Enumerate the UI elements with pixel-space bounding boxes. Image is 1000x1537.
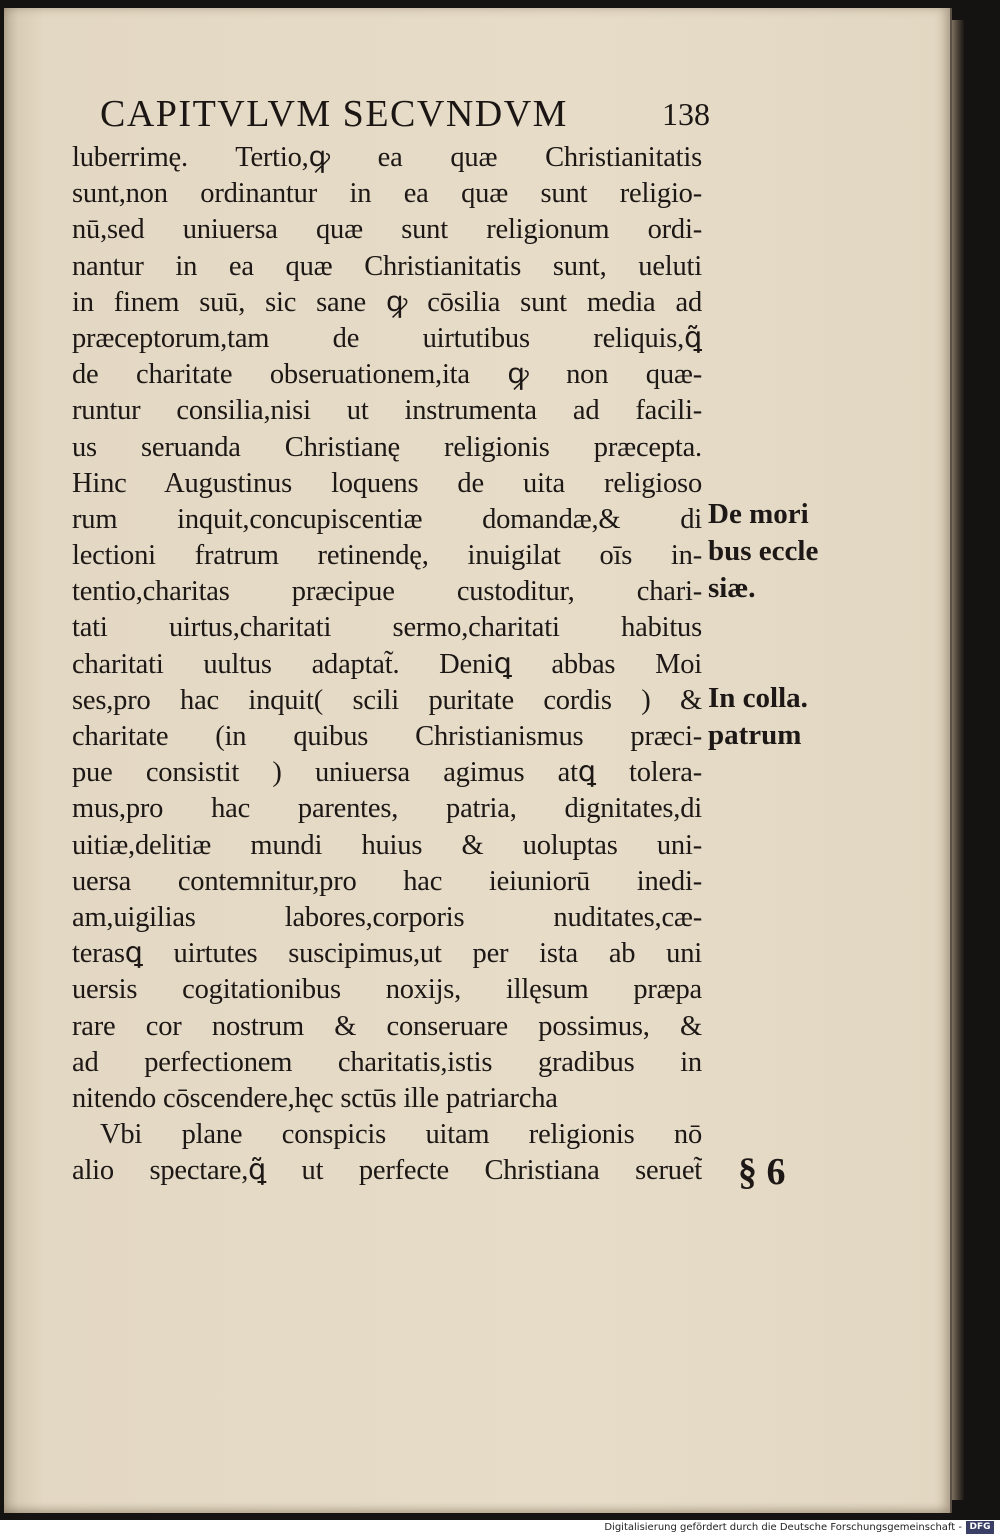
running-head bbox=[100, 92, 710, 140]
text-line: charitate (in quibus Christianismus præci- bbox=[72, 721, 702, 752]
margin-note-line: patrum bbox=[708, 719, 802, 751]
main-text-block bbox=[72, 140, 702, 1189]
text-line: alio spectare,ꝗ̃ ut perfecte Christiana seruet̃ bbox=[72, 1155, 702, 1187]
text-line: pue consistit ) uniuersa agimus atꝗ tolera- bbox=[72, 757, 702, 789]
margin-note-line: De mori bbox=[708, 498, 809, 530]
footer-credit: Digitalisierung gefördert durch die Deutsche Forschungsgemeinschaft - bbox=[604, 1522, 962, 1533]
folio-number: 138 bbox=[662, 96, 710, 132]
text-line: terasꝗ uirtutes suscipimus,ut per ista ab uni bbox=[72, 938, 702, 970]
text-line: tentio,charitas præcipue custoditur, chari- bbox=[72, 576, 702, 608]
running-title: CAPITVLVM SECVNDVM bbox=[100, 93, 568, 135]
text-line: ad perfectionem charitatis,istis gradibus in bbox=[72, 1046, 702, 1078]
margin-note-line: In colla. bbox=[708, 682, 808, 714]
text-line: uitiæ,delitiæ mundi huius & uoluptas uni- bbox=[72, 829, 702, 861]
text-line: in finem suū, sic sane ꝙ cōsilia sunt media ad bbox=[72, 286, 702, 318]
text-line: de charitate obseruationem,ita ꝙ non quæ- bbox=[72, 359, 702, 391]
text-line: nantur in ea quæ Christianitatis sunt, ueluti bbox=[72, 250, 702, 282]
text-line: præceptorum,tam de uirtutibus reliquis,ꝗ̃ bbox=[72, 322, 702, 354]
margin-note-line: siæ. bbox=[708, 572, 756, 604]
text-line: sunt,non ordinantur in ea quæ sunt religio- bbox=[72, 178, 702, 210]
text-line: luberrimę. Tertio,ꝙ ea quæ Christianitatis bbox=[72, 142, 702, 173]
text-line: charitati uultus adaptat̃. Deniꝗ abbas Moi bbox=[72, 648, 702, 680]
text-line: ses,pro hac inquit( scili puritate cordis ) & bbox=[72, 684, 702, 716]
text-line: rare cor nostrum & conseruare possimus, & bbox=[72, 1010, 702, 1042]
text-line: runtur consilia,nisi ut instrumenta ad facili- bbox=[72, 395, 702, 427]
text-line: Hinc Augustinus loquens de uita religioso bbox=[72, 467, 702, 499]
text-line: lectioni fratrum retinendę, inuigilat oīs in- bbox=[72, 540, 702, 572]
text-line: nū,sed uniuersa quæ sunt religionum ordi- bbox=[72, 214, 702, 246]
text-line: am,uigilias labores,corporis nuditates,cæ- bbox=[72, 901, 702, 933]
text-line: Vbi plane conspicis uitam religionis nō bbox=[100, 1119, 702, 1151]
text-line: rum inquit,concupiscentiæ domandæ,& di bbox=[72, 503, 702, 535]
text-line: mus,pro hac parentes, patria, dignitates,di bbox=[72, 793, 702, 825]
text-line: tati uirtus,charitati sermo,charitati habitus bbox=[72, 612, 702, 644]
dfg-logo-icon: DFG bbox=[966, 1521, 994, 1534]
text-line: uersis cogitationibus noxijs, illęsum præpa bbox=[72, 974, 702, 1006]
margin-note-de-moribus bbox=[708, 496, 818, 607]
page-edge-shadow bbox=[950, 20, 964, 1500]
text-line: us seruanda Christianę religionis præcepta. bbox=[72, 431, 702, 463]
text-line: uersa contemnitur,pro hac ieiuniorū inedi- bbox=[72, 865, 702, 897]
text-line: nitendo cōscendere,hęc sctūs ille patriarcha bbox=[72, 1082, 558, 1114]
margin-note-in-colla bbox=[708, 680, 808, 754]
paragraph-mark: § 6 bbox=[738, 1151, 786, 1193]
margin-note-line: bus eccle bbox=[708, 535, 819, 567]
